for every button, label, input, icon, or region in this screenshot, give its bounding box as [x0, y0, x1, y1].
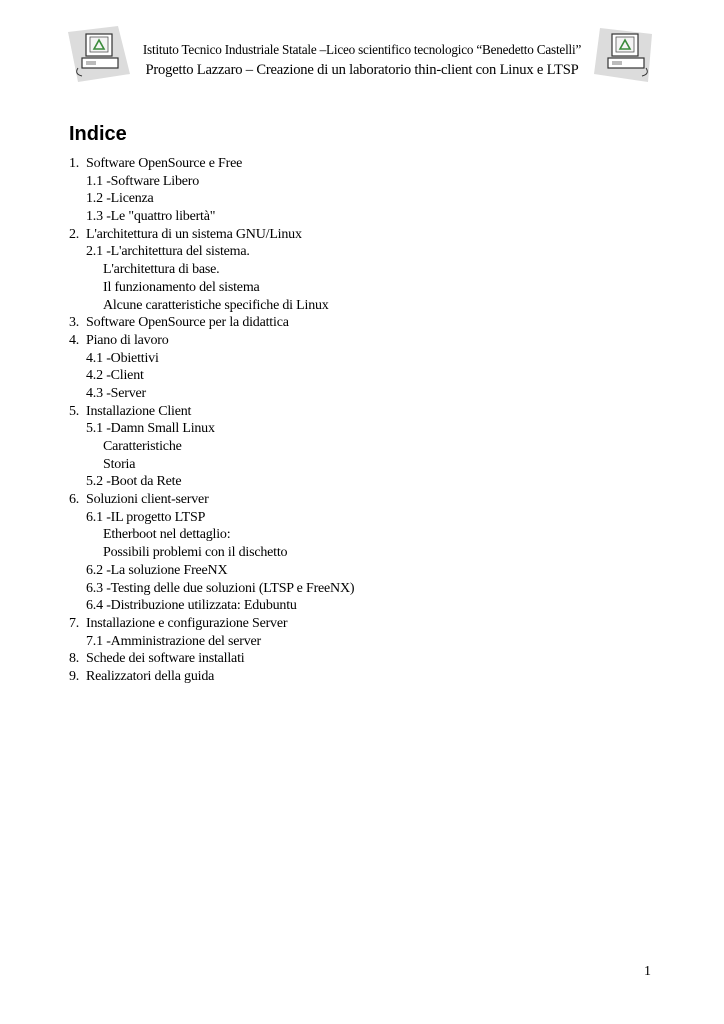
- toc-entry-5[interactable]: 5. Installazione Client: [69, 403, 192, 419]
- toc-subentry[interactable]: L'architettura di base.: [103, 262, 220, 278]
- toc-entry-1-3[interactable]: 1.3 -Le "quattro libertà": [86, 209, 216, 225]
- toc-entry-6-2[interactable]: 6.2 -La soluzione FreeNX: [86, 562, 228, 578]
- toc-entry-7-1[interactable]: 7.1 -Amministrazione del server: [86, 633, 261, 649]
- toc-entry-4-2[interactable]: 4.2 -Client: [86, 368, 144, 384]
- toc-entry-4-1[interactable]: 4.1 -Obiettivi: [86, 350, 159, 366]
- page-title: Indice: [69, 123, 127, 145]
- toc-entry-4-3[interactable]: 4.3 -Server: [86, 385, 147, 401]
- toc-subentry[interactable]: Etherboot nel dettaglio:: [103, 527, 231, 543]
- toc-entry-5-2[interactable]: 5.2 -Boot da Rete: [86, 474, 182, 490]
- toc-subentry[interactable]: Storia: [103, 456, 136, 472]
- toc-entry-5-1[interactable]: 5.1 -Damn Small Linux: [86, 421, 215, 437]
- toc-entry-9[interactable]: 9. Realizzatori della guida: [69, 668, 215, 684]
- toc-entry-4[interactable]: 4. Piano di lavoro: [69, 332, 169, 348]
- toc-subentry[interactable]: Alcune caratteristiche specifiche di Linux: [103, 297, 329, 313]
- header-project: Progetto Lazzaro – Creazione di un laboratorio thin-client con Linux e LTSP: [145, 62, 579, 78]
- school-logo-left: [68, 24, 130, 84]
- toc-entry-8[interactable]: 8. Schede dei software installati: [69, 651, 245, 667]
- toc-entry-2-1[interactable]: 2.1 -L'architettura del sistema.: [86, 244, 250, 260]
- toc-entry-3[interactable]: 3. Software OpenSource per la didattica: [69, 315, 289, 331]
- school-logo-right: [594, 24, 656, 84]
- toc-entry-2[interactable]: 2. L'architettura di un sistema GNU/Linux: [69, 226, 302, 242]
- toc-entry-1-2[interactable]: 1.2 -Licenza: [86, 191, 154, 207]
- table-of-contents: [69, 155, 354, 686]
- header-institute: Istituto Tecnico Industriale Statale –Liceo scientifico tecnologico “Benedetto Castelli”: [142, 42, 582, 57]
- toc-entry-6-3[interactable]: 6.3 -Testing delle due soluzioni (LTSP e FreeNX): [86, 580, 355, 596]
- page-number: 1: [644, 964, 651, 979]
- toc-entry-7[interactable]: 7. Installazione e configurazione Server: [69, 615, 288, 631]
- toc-subentry[interactable]: Possibili problemi con il dischetto: [103, 545, 288, 561]
- toc-subentry[interactable]: Il funzionamento del sistema: [103, 279, 260, 295]
- toc-entry-1[interactable]: 1. Software OpenSource e Free: [69, 156, 243, 171]
- toc-entry-6-1[interactable]: 6.1 -IL progetto LTSP: [86, 509, 206, 525]
- toc-entry-6[interactable]: 6. Soluzioni client-server: [69, 492, 209, 508]
- toc-entry-1-1[interactable]: 1.1 -Software Libero: [86, 173, 200, 189]
- toc-subentry[interactable]: Caratteristiche: [103, 439, 182, 454]
- toc-entry-6-4[interactable]: 6.4 -Distribuzione utilizzata: Edubuntu: [86, 598, 297, 614]
